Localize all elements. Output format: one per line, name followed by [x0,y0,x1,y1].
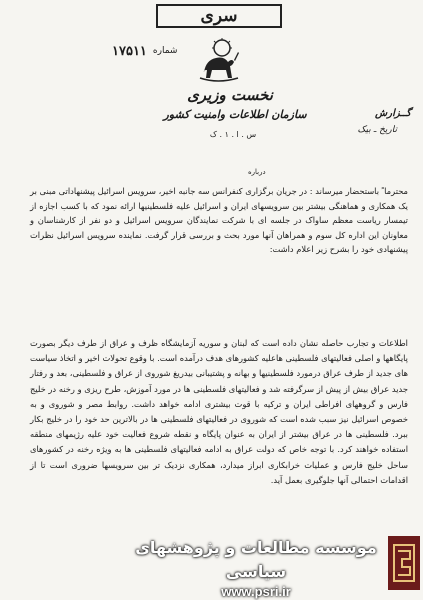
report-label: گــزارش [375,108,411,119]
subject-label: درباره [248,168,266,176]
report-date: تاریخ ـ بیک [357,125,397,135]
ministry-title: نخست وزیری [187,86,273,104]
lion-and-sun-emblem-icon [198,38,240,84]
institute-logo-icon [388,536,420,590]
watermark-url: www.psri.ir [221,584,291,599]
classification-stamp: سری [156,4,282,28]
number-value: ۱۷۵۱۱ [112,43,147,58]
body-paragraph-1: محترما ً باستحضار میرساند : در جریان برگزاری کنفرانس سه جانبه اخیر، سرویس اسرائیل پیشنهاداتی مبنی بر یک همکاری و هماهنگی بیشتر بین سرویسهای ایران و اسرائیل علیه فلسطینیها ارائه نمود که با کسب اجازه از تیمسار ریاست معظم ساواک در جلسه ای با شرکت نمایندگان سرویس اسرائیل و دو نفر از کارشناسان و معاونان این اداره کل سوم و همراهان آنها مورد بحث و بررسی قرار گرفت. نماینده سرویس اسرائیل نظرات پیشنهادی خود را بشرح زیر اعلام داشت: [30,186,408,254]
number-label: شماره [152,46,178,56]
watermark-name: موسسه مطالعات و پژوهشهای سیاسی [135,538,377,581]
watermark [130,536,382,599]
body-paragraph-2: اطلاعات و تجارب حاصله نشان داده است که لبنان و سوریه آزمایشگاه ظرف و عراق از طرف دیگر بصورت پایگاهها و اصلی فعالیتهای فلسطینی هاعلیه کشورهای هدف درآمده است. با وقوع تحولات اخیر و اتخاذ سیاست های جدید از طرف عراق درمورد فلسطینیها و بهانه و پشتیبانی بیدریغ شوروی از عراق و فلسطینی، بعد و رفتار جدید عراق بیش از پیش از سرگرفته شد و فعالیتهای فلسطینی ها در مورد آموزش، طرح ریزی و رخنه در خلیج فارس و گروههای افراطی ایران و ترکیه با قوت بیشتری ادامه خواهد داشت. روابط مصر و شوروی و به خصوص اسرائیل نیز سبب شده است که شوروی در فعالیتهای فلسطینی ها در بالاترین حد خود را در خلیج بکار ببرد. فلسطینی ها در عراق بیشتر از ایران به عنوان پایگاه و نقطه شروع فعالیت خود علیه رژیمهای منطقه استفاده خواهند کرد. با توجه خاص که دولت عراق به ادامه فعالیتهای فلسطینی ها به ویژه رخنه در کشورهای ساحل خلیج فارس و عملیات خرابکاری ابراز میدارد، همکاری نزدیک تر بین سرویسها ضروری است تا از اقدامات احتمالی آنها جلوگیری بعمل آید. [30,338,408,485]
letter-number [112,43,177,59]
organization-name: سازمان اطلاعات وامنیت کشور [163,108,307,121]
department-code: س . ا . ۱ . ک [209,130,257,139]
